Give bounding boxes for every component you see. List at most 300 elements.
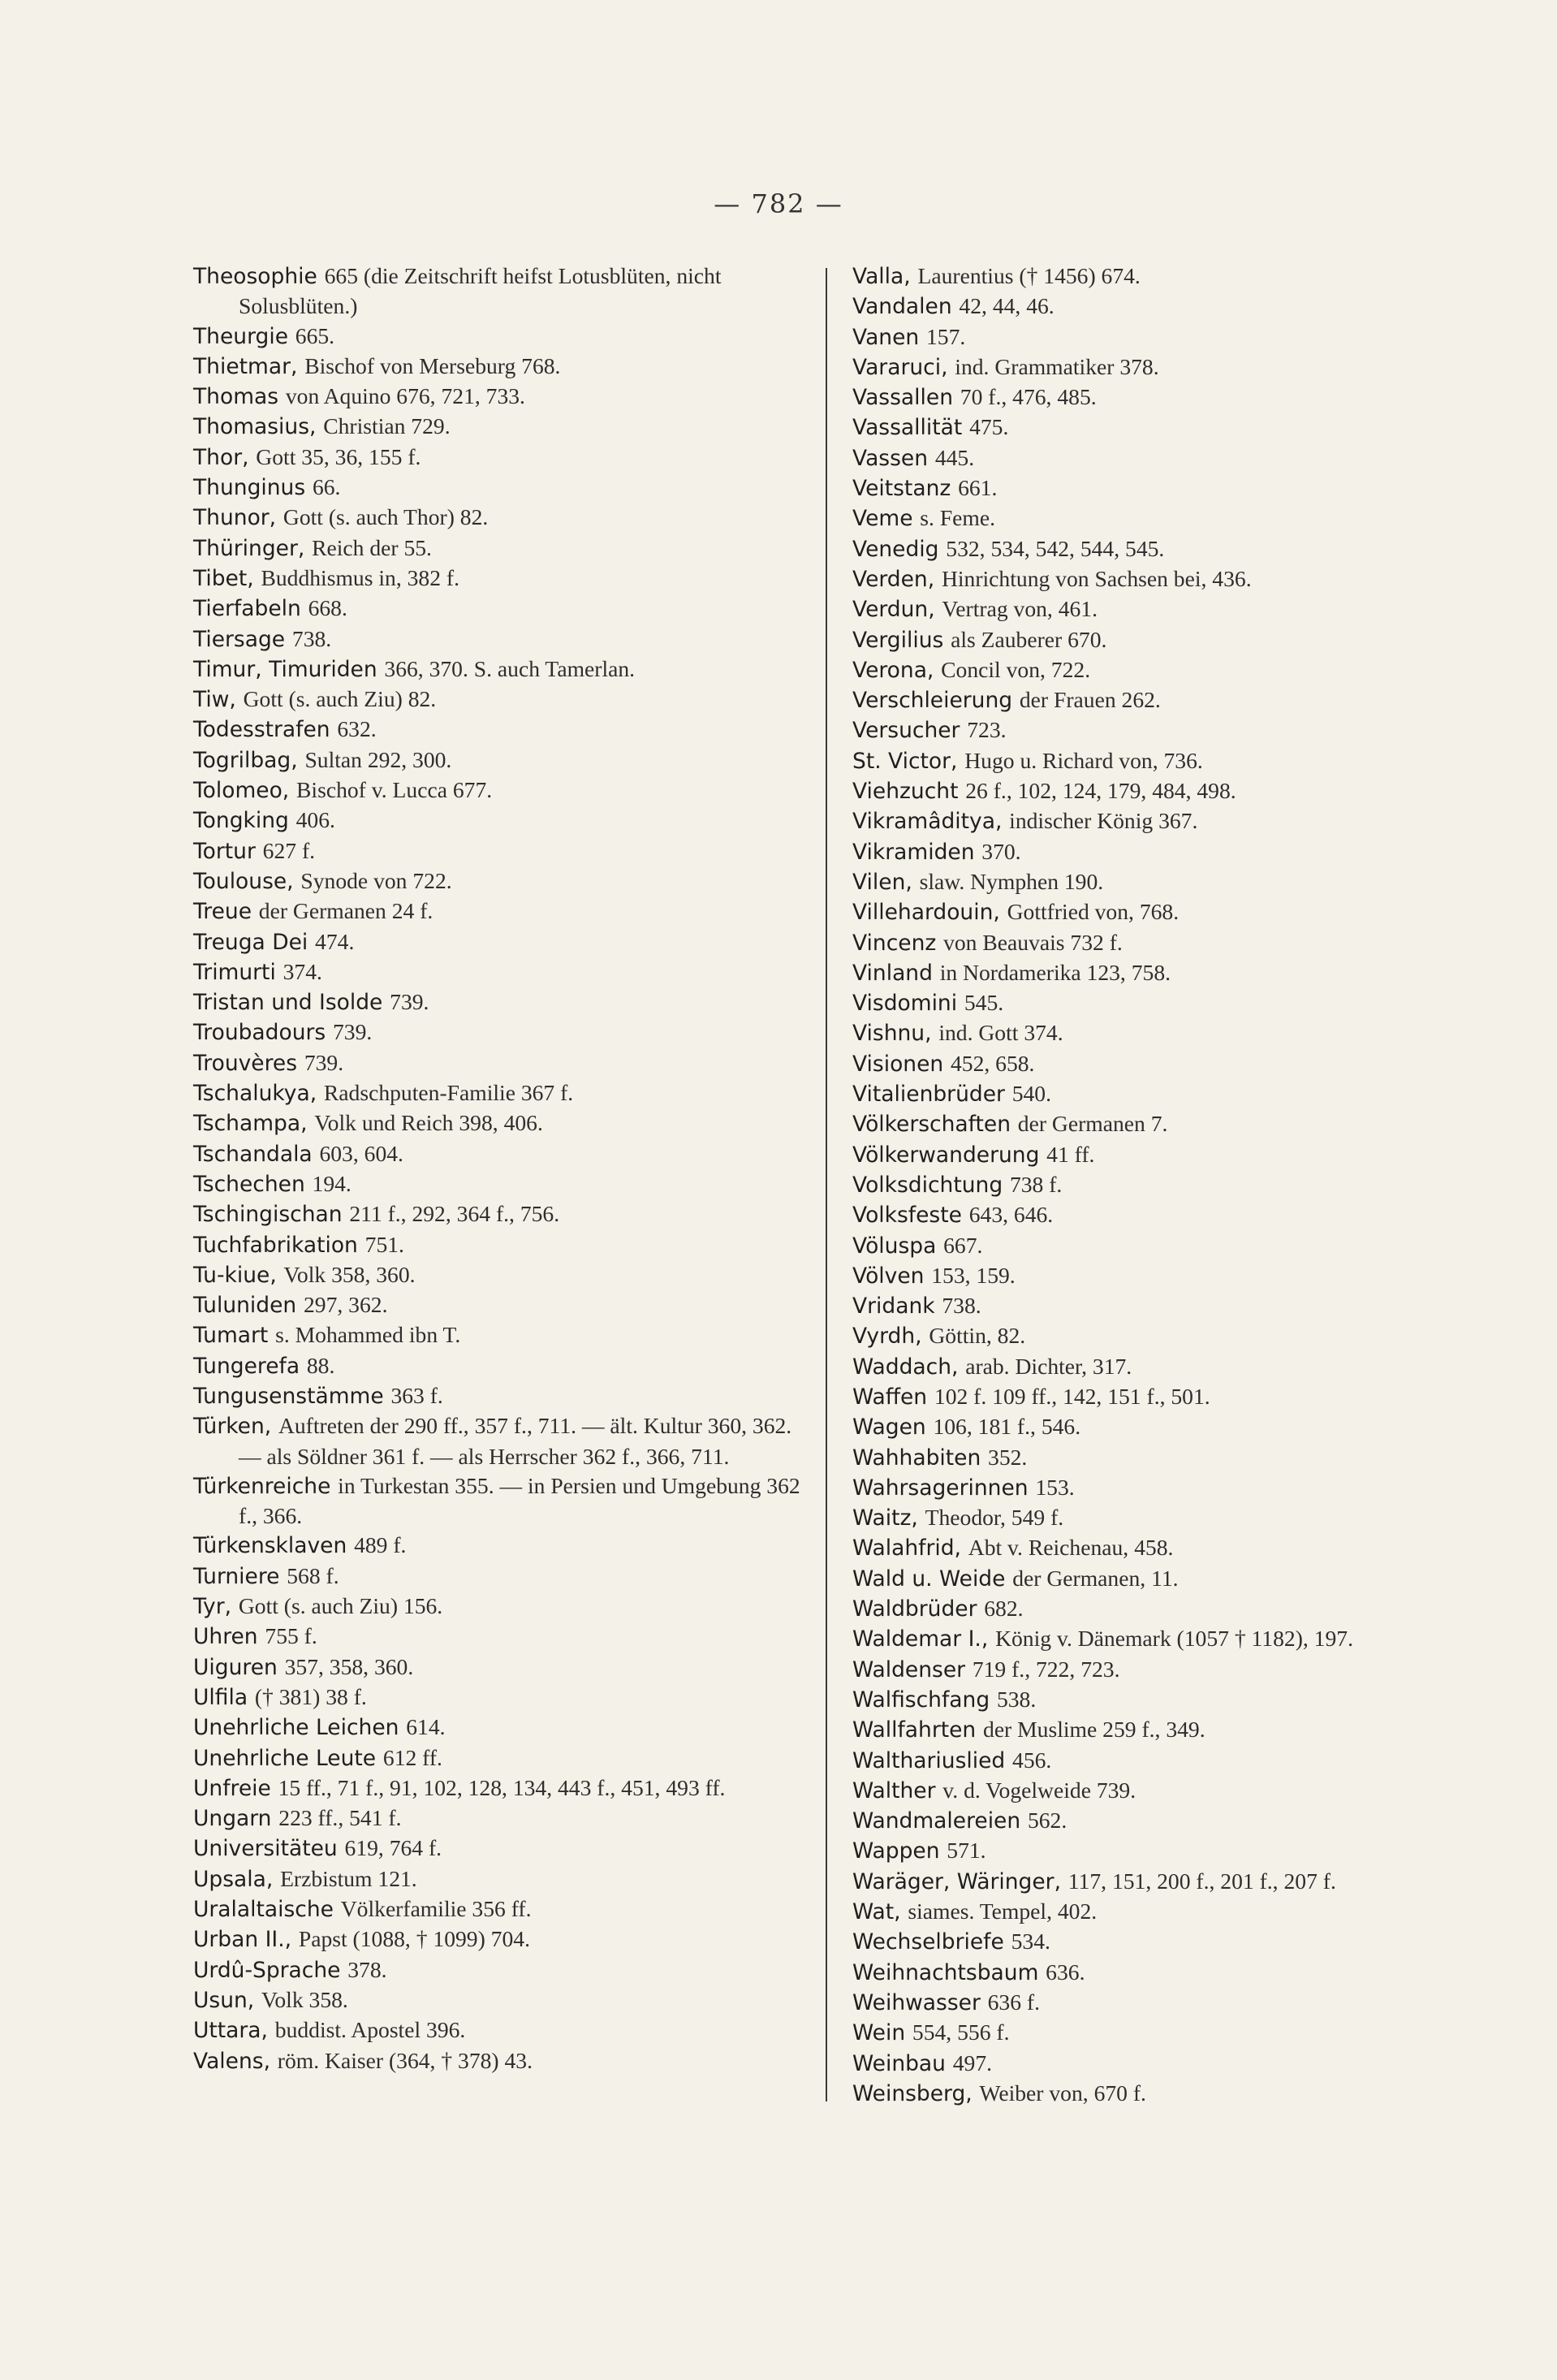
- index-entry: [193, 533, 818, 564]
- index-entry: [852, 413, 1486, 443]
- index-reference: 456.: [1012, 1747, 1052, 1773]
- index-entry: [852, 1261, 1486, 1291]
- index-term: Todesstrafen: [193, 717, 330, 743]
- index-term: Universitäteu: [193, 1836, 338, 1862]
- index-entry: [852, 1897, 1486, 1927]
- index-reference: 363 f.: [390, 1382, 443, 1408]
- index-entry: [852, 2079, 1486, 2109]
- index-term: Tschechen: [193, 1171, 305, 1197]
- index-term: Tschalukya,: [193, 1081, 317, 1107]
- index-entry: [852, 1352, 1486, 1382]
- index-entry: [193, 1803, 818, 1834]
- index-entry: [852, 1746, 1486, 1776]
- index-term: Uttara,: [193, 2018, 268, 2044]
- index-term: Wahhabiten: [852, 1445, 981, 1471]
- index-reference: 540.: [1011, 1081, 1051, 1107]
- index-reference: 297, 362.: [303, 1292, 388, 1318]
- index-reference: 117, 151, 200 f., 201 f., 207 f.: [1067, 1868, 1336, 1894]
- index-entry: [852, 1503, 1486, 1533]
- index-entry: [852, 655, 1486, 685]
- index-term: Tiw,: [193, 687, 236, 713]
- index-term: Vikramâditya,: [852, 809, 1003, 835]
- index-term: Trouvères: [193, 1050, 298, 1076]
- index-entry: [852, 1382, 1486, 1412]
- index-reference: 378.: [347, 1956, 387, 1982]
- index-term: Thomasius,: [193, 414, 317, 440]
- index-entry: [852, 1836, 1486, 1866]
- index-entry: [852, 443, 1486, 473]
- index-term: Waffen: [852, 1384, 928, 1410]
- index-reference: Volk 358.: [261, 1986, 348, 2012]
- index-entry: [852, 1412, 1486, 1442]
- index-entry: [193, 412, 818, 442]
- index-term: Türkensklaven: [193, 1533, 347, 1559]
- index-entry: [852, 1443, 1486, 1473]
- index-entry: [852, 1867, 1486, 1897]
- index-reference: 723.: [967, 717, 1007, 743]
- index-reference: 739.: [304, 1049, 344, 1075]
- index-entry: [852, 594, 1486, 624]
- index-entry: [193, 261, 818, 322]
- index-term: Usun,: [193, 1987, 255, 2013]
- index-reference: 366, 370. S. auch Tamerlan.: [384, 655, 636, 681]
- index-reference: Gott 35, 36, 155 f.: [256, 443, 421, 469]
- index-term: Vincenz: [852, 930, 937, 956]
- index-reference: 452, 658.: [950, 1050, 1035, 1076]
- index-entry: [852, 897, 1486, 927]
- index-reference: 474.: [315, 928, 355, 954]
- index-term: Tyr,: [193, 1594, 232, 1620]
- index-reference: Gott (s. auch Thor) 82.: [283, 504, 489, 530]
- index-reference: 667.: [943, 1232, 983, 1258]
- index-reference: Bischof v. Lucca 677.: [296, 777, 493, 803]
- index-entry: [193, 1864, 818, 1894]
- index-term: Unehrliche Leichen: [193, 1715, 399, 1741]
- index-entry: [193, 473, 818, 503]
- index-entry: [852, 1988, 1486, 2018]
- index-reference: 614.: [406, 1714, 446, 1740]
- index-reference: als Zauberer 670.: [951, 626, 1107, 652]
- index-reference: 603, 604.: [319, 1140, 403, 1166]
- index-entry: [852, 1140, 1486, 1170]
- index-entry: [852, 1018, 1486, 1048]
- index-term: Tschingischan: [193, 1202, 343, 1228]
- index-entry: [852, 776, 1486, 806]
- index-reference: ind. Gott 374.: [938, 1020, 1063, 1046]
- index-term: Waitz,: [852, 1505, 918, 1531]
- index-term: Visionen: [852, 1051, 944, 1077]
- index-term: Tiersage: [193, 626, 286, 652]
- index-term: Vassallen: [852, 385, 953, 411]
- index-term: Treue: [193, 899, 252, 925]
- index-term: Tolomeo,: [193, 778, 290, 804]
- index-entry: [193, 443, 818, 473]
- index-reference: 534.: [1011, 1929, 1050, 1955]
- index-term: Waräger, Wäringer,: [852, 1868, 1061, 1894]
- index-reference: 223 ff., 541 f.: [278, 1805, 402, 1831]
- index-reference: s. Feme.: [920, 505, 996, 531]
- index-reference: Concil von, 722.: [941, 656, 1091, 682]
- index-reference: der Germanen 24 f.: [258, 898, 433, 924]
- index-term: Vandalen: [852, 294, 952, 320]
- index-entry: [852, 1473, 1486, 1503]
- index-entry: [193, 564, 818, 594]
- index-entry: [193, 1169, 818, 1199]
- index-reference: Laurentius († 1456) 674.: [917, 263, 1141, 288]
- index-reference: Hinrichtung von Sachsen bei, 436.: [941, 565, 1252, 591]
- index-entry: [193, 1652, 818, 1682]
- index-reference: röm. Kaiser (364, † 378) 43.: [277, 2047, 533, 2073]
- index-reference: 102 f. 109 ff., 142, 151 f., 501.: [934, 1383, 1210, 1409]
- index-reference: 751.: [364, 1231, 404, 1257]
- index-term: Wagen: [852, 1415, 926, 1441]
- index-reference: arab. Dichter, 317.: [965, 1353, 1132, 1379]
- index-term: Venedig: [852, 536, 939, 562]
- index-term: Verden,: [852, 566, 935, 592]
- index-term: Wechselbriefe: [852, 1929, 1004, 1955]
- index-entry: [852, 625, 1486, 655]
- index-term: Tortur: [193, 838, 256, 864]
- index-reference: 632.: [337, 716, 377, 742]
- index-reference: Weiber von, 670 f.: [979, 2080, 1146, 2106]
- index-entry: [193, 745, 818, 775]
- index-term: Walthariuslied: [852, 1747, 1006, 1773]
- index-entry: [852, 1231, 1486, 1261]
- index-term: Uralaltaische: [193, 1897, 334, 1923]
- index-reference: Völkerfamilie 356 ff.: [340, 1896, 532, 1922]
- index-term: Türkenreiche: [193, 1473, 331, 1499]
- index-reference: 627 f.: [262, 837, 316, 863]
- index-term: Theurgie: [193, 323, 288, 349]
- index-reference: († 381) 38 f.: [254, 1683, 367, 1709]
- index-entry: [852, 1594, 1486, 1624]
- index-entry: [193, 1471, 818, 1531]
- index-entry: [193, 624, 818, 654]
- index-entry: [852, 1291, 1486, 1321]
- index-term: Vishnu,: [852, 1021, 932, 1047]
- index-term: Unfreie: [193, 1775, 271, 1801]
- index-term: Völkerwanderung: [852, 1142, 1040, 1168]
- index-reference: 545.: [964, 990, 1004, 1016]
- index-reference: 562.: [1027, 1808, 1067, 1834]
- page-number: — 782 —: [714, 188, 843, 219]
- index-entry: [193, 1320, 818, 1350]
- index-reference: Radschputen-Familie 367 f.: [323, 1080, 574, 1106]
- index-reference: von Beauvais 732 f.: [943, 929, 1123, 955]
- index-reference: Gott (s. auch Ziu) 156.: [238, 1593, 443, 1619]
- index-entry: [852, 1715, 1486, 1745]
- index-reference: 489 f.: [354, 1532, 407, 1558]
- index-entry: [193, 1592, 818, 1622]
- index-entry: [193, 352, 818, 382]
- index-term: Waddach,: [852, 1354, 959, 1380]
- index-reference: siames. Tempel, 402.: [908, 1898, 1098, 1924]
- index-entry: [852, 1109, 1486, 1139]
- index-reference: 406.: [295, 807, 335, 833]
- index-term: Tibet,: [193, 565, 254, 591]
- index-term: Tschandala: [193, 1141, 313, 1167]
- index-entry: [852, 292, 1486, 322]
- index-reference: 665.: [295, 322, 335, 348]
- index-term: Veitstanz: [852, 476, 951, 502]
- index-entry: [852, 2049, 1486, 2079]
- index-term: Unehrliche Leute: [193, 1745, 377, 1771]
- index-reference: buddist. Apostel 396.: [274, 2017, 466, 2043]
- index-term: Tuchfabrikation: [193, 1232, 358, 1258]
- index-reference: Hugo u. Richard von, 736.: [964, 747, 1203, 773]
- index-reference: 15 ff., 71 f., 91, 102, 128, 134, 443 f., 451, 493 ff.: [278, 1774, 726, 1800]
- index-term: Valens,: [193, 2048, 271, 2074]
- index-term: Tumart: [193, 1323, 269, 1349]
- index-entry: [193, 1682, 818, 1713]
- index-term: Völven: [852, 1263, 925, 1289]
- index-entry: [193, 2015, 818, 2045]
- index-entry: [193, 1048, 818, 1078]
- index-reference: Buddhismus in, 382 f.: [261, 564, 459, 590]
- index-reference: slaw. Nymphen 190.: [919, 868, 1104, 894]
- index-term: Weihnachtsbaum: [852, 1959, 1039, 1985]
- index-entry: [193, 1561, 818, 1592]
- index-entry: [193, 806, 818, 836]
- index-reference: 636.: [1046, 1959, 1085, 1985]
- index-term: Walther: [852, 1777, 936, 1803]
- index-term: Turniere: [193, 1563, 280, 1589]
- index-term: Volksdichtung: [852, 1172, 1003, 1198]
- index-term: Timur, Timuriden: [193, 656, 377, 682]
- index-term: Treuga Dei: [193, 929, 308, 955]
- index-entry: [193, 1260, 818, 1290]
- index-reference: 738.: [291, 625, 332, 651]
- index-term: Weinbau: [852, 2050, 946, 2076]
- index-term: Vergilius: [852, 627, 944, 653]
- index-term: Troubadours: [193, 1020, 326, 1046]
- index-reference: in Nordamerika 123, 758.: [939, 959, 1171, 985]
- index-entry: [852, 1049, 1486, 1079]
- index-reference: König v. Dänemark (1057 † 1182), 197.: [995, 1626, 1353, 1652]
- index-reference: 554, 556 f.: [912, 2019, 1010, 2045]
- index-reference: Gottfried von, 768.: [1007, 899, 1180, 925]
- index-reference: Abt v. Reichenau, 458.: [968, 1535, 1174, 1561]
- index-term: Valla,: [852, 264, 911, 289]
- index-reference: 661.: [958, 475, 998, 501]
- index-reference: 755 f.: [265, 1623, 317, 1649]
- index-entry: [852, 1685, 1486, 1715]
- index-entry: [193, 1622, 818, 1652]
- index-entry: [193, 866, 818, 896]
- index-entry: [852, 1776, 1486, 1806]
- index-term: Wappen: [852, 1838, 940, 1864]
- index-reference: 719 f., 722, 723.: [972, 1656, 1120, 1682]
- index-reference: Erzbistum 121.: [280, 1865, 417, 1891]
- index-term: Wald u. Weide: [852, 1566, 1006, 1592]
- index-entry: [193, 503, 818, 533]
- column-divider: [826, 268, 827, 2101]
- index-entry: [193, 1199, 818, 1229]
- index-entry: [193, 1139, 818, 1169]
- index-reference: von Aquino 676, 721, 733.: [285, 383, 525, 409]
- index-entry: [193, 1290, 818, 1320]
- index-term: Theosophie: [193, 264, 317, 289]
- index-entry: [852, 261, 1486, 292]
- index-entry: [852, 685, 1486, 715]
- index-entry: [193, 1351, 818, 1381]
- index-reference: 682.: [984, 1596, 1024, 1622]
- index-entry: [193, 957, 818, 987]
- index-term: Villehardouin,: [852, 900, 1000, 926]
- index-term: Thunor,: [193, 505, 277, 531]
- index-entry: [852, 473, 1486, 503]
- index-term: Toulouse,: [193, 868, 294, 894]
- index-entry: [193, 685, 818, 715]
- index-entry: [193, 1773, 818, 1803]
- index-reference: in Turkestan 355. — in Persien und Umgebung 362 f., 366.: [239, 1472, 800, 1529]
- index-reference: 66.: [312, 474, 341, 500]
- index-reference: Synode von 722.: [300, 867, 452, 893]
- index-entry: [193, 1924, 818, 1955]
- index-reference: der Muslime 259 f., 349.: [983, 1717, 1205, 1743]
- index-entry: [193, 594, 818, 624]
- index-term: Walfischfang: [852, 1687, 990, 1713]
- index-term: Wein: [852, 2020, 906, 2046]
- index-column-left: [193, 261, 818, 2076]
- index-reference: Bischof von Merseburg 768.: [304, 352, 561, 378]
- index-reference: 665 (die Zeitschrift heifst Lotusblüten, nicht Solusblüten.): [239, 263, 722, 319]
- index-reference: 374.: [283, 958, 322, 984]
- index-term: Thor,: [193, 444, 249, 470]
- index-reference: indischer König 367.: [1009, 808, 1198, 834]
- index-entry: [852, 715, 1486, 745]
- index-entry: [852, 1655, 1486, 1685]
- index-reference: Volk und Reich 398, 406.: [314, 1110, 543, 1136]
- index-reference: der Frauen 262.: [1019, 687, 1161, 713]
- index-reference: 643, 646.: [968, 1202, 1054, 1228]
- index-reference: 26 f., 102, 124, 179, 484, 498.: [965, 778, 1236, 804]
- index-entry: [193, 1108, 818, 1138]
- index-term: Vassen: [852, 445, 929, 471]
- index-term: Viehzucht: [852, 779, 959, 805]
- index-term: Vassallität: [852, 415, 963, 441]
- index-entry: [193, 382, 818, 412]
- index-term: Vilen,: [852, 869, 912, 895]
- index-reference: 538.: [996, 1686, 1037, 1712]
- index-reference: Volk 358, 360.: [283, 1261, 416, 1287]
- index-reference: 668.: [308, 595, 347, 621]
- index-reference: Sultan 292, 300.: [304, 746, 452, 772]
- index-term: Thietmar,: [193, 353, 298, 379]
- index-reference: 42, 44, 46.: [959, 293, 1055, 319]
- index-entry: [193, 2046, 818, 2076]
- index-entry: [852, 503, 1486, 533]
- index-term: Vinland: [852, 960, 933, 986]
- index-entry: [852, 564, 1486, 594]
- index-term: Vyrdh,: [852, 1324, 922, 1350]
- index-entry: [852, 988, 1486, 1018]
- index-entry: [852, 1927, 1486, 1957]
- index-term: Togrilbag,: [193, 747, 298, 773]
- index-reference: 88.: [306, 1352, 335, 1378]
- index-entry: [193, 322, 818, 352]
- index-entry: [193, 1894, 818, 1924]
- index-entry: [852, 1079, 1486, 1109]
- index-reference: v. d. Vogelweide 739.: [942, 1777, 1136, 1803]
- index-term: Ulfila: [193, 1684, 248, 1710]
- index-entry: [852, 1170, 1486, 1200]
- index-term: Waldemar I.,: [852, 1626, 989, 1652]
- index-entry: [852, 746, 1486, 776]
- index-reference: ind. Grammatiker 378.: [955, 353, 1159, 379]
- index-entry: [193, 896, 818, 927]
- index-entry: [852, 382, 1486, 413]
- index-entry: [193, 836, 818, 866]
- index-entry: [193, 1411, 818, 1471]
- index-entry: [193, 1743, 818, 1773]
- index-reference: 619, 764 f.: [344, 1835, 442, 1861]
- index-entry: [852, 867, 1486, 897]
- index-term: Vikramiden: [852, 839, 975, 865]
- index-entry: [852, 1321, 1486, 1351]
- index-term: Thüringer,: [193, 535, 305, 561]
- index-term: Uiguren: [193, 1654, 278, 1680]
- index-entry: [852, 928, 1486, 958]
- index-term: Weihwasser: [852, 1989, 981, 2015]
- index-term: Thunginus: [193, 475, 306, 501]
- index-entry: [852, 352, 1486, 382]
- index-reference: 194.: [312, 1170, 352, 1196]
- index-entry: [852, 534, 1486, 564]
- index-term: Tierfabeln: [193, 596, 301, 622]
- index-reference: 41 ff.: [1046, 1141, 1095, 1167]
- index-reference: 571.: [947, 1838, 986, 1864]
- index-reference: 568 f.: [287, 1562, 339, 1588]
- index-entry: [193, 1230, 818, 1260]
- index-entry: [193, 1834, 818, 1864]
- index-term: Türken,: [193, 1414, 272, 1440]
- index-reference: Theodor, 549 f.: [925, 1505, 1064, 1531]
- index-entry: [852, 1200, 1486, 1230]
- index-term: Trimurti: [193, 959, 276, 985]
- index-reference: 475.: [969, 414, 1009, 440]
- index-term: Visdomini: [852, 991, 958, 1017]
- index-reference: Gott (s. auch Ziu) 82.: [243, 686, 437, 712]
- index-reference: 153, 159.: [931, 1262, 1016, 1288]
- index-entry: [193, 654, 818, 685]
- index-reference: 739.: [333, 1019, 373, 1045]
- index-entry: [193, 1078, 818, 1108]
- index-term: Tristan und Isolde: [193, 990, 383, 1016]
- index-reference: 636 f.: [987, 1989, 1041, 2015]
- index-term: Walahfrid,: [852, 1536, 961, 1561]
- index-reference: 445.: [934, 444, 975, 470]
- index-reference: 370.: [981, 838, 1021, 864]
- index-entry: [852, 958, 1486, 988]
- index-term: Vanen: [852, 324, 920, 350]
- index-entry: [852, 837, 1486, 867]
- index-entry: [193, 1985, 818, 2015]
- index-entry: [852, 806, 1486, 836]
- index-term: Wallfahrten: [852, 1717, 977, 1743]
- index-term: Verona,: [852, 657, 934, 683]
- index-entry: [852, 2018, 1486, 2048]
- index-term: Weinsberg,: [852, 2080, 973, 2106]
- index-reference: 532, 534, 542, 544, 545.: [946, 535, 1165, 561]
- index-reference: Reich der 55.: [312, 534, 432, 560]
- index-reference: Christian 729.: [323, 413, 451, 439]
- index-reference: 357, 358, 360.: [284, 1653, 414, 1679]
- index-reference: Vertrag von, 461.: [942, 596, 1098, 622]
- index-entry: [852, 322, 1486, 352]
- index-term: Urban II.,: [193, 1927, 292, 1953]
- index-term: Vridank: [852, 1294, 935, 1320]
